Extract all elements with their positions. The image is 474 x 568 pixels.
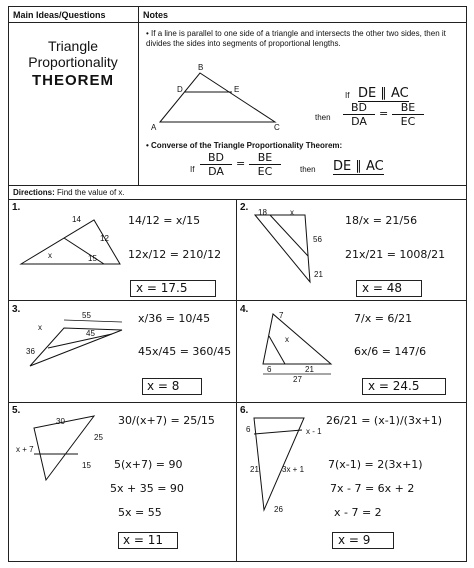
problem-3-work-1: x/36 = 10/45 — [138, 312, 211, 325]
problem-5-answer: x = 11 — [123, 533, 164, 547]
problem-3-label-45: 45 — [86, 329, 95, 338]
problem-6-label-21: 21 — [250, 465, 259, 474]
converse-fraction-right — [249, 151, 281, 178]
directions-text: Find the value of x. — [57, 188, 125, 197]
problem-6-label-3x1: 3x + 1 — [282, 465, 305, 474]
converse-then-label: then — [300, 165, 316, 174]
problem-2-label-56: 56 — [313, 235, 322, 244]
problem-1-label-x: x — [48, 251, 52, 260]
left-title-line2: Proportionality — [28, 54, 118, 70]
point-c-label: C — [274, 123, 280, 132]
grid-row1-bottom — [8, 300, 466, 301]
problem-2-label-x: x — [290, 208, 294, 217]
theorem-if-label: If — [345, 91, 350, 100]
problem-4-diagram — [255, 308, 337, 386]
problem-6-number: 6. — [240, 405, 249, 416]
problem-5-label-x7: x + 7 — [16, 445, 34, 454]
border-directions-bottom — [8, 199, 466, 200]
header-main-ideas: Main Ideas/Questions — [13, 10, 106, 20]
problem-5-work-3: 5x + 35 = 90 — [110, 482, 184, 495]
converse-right-num: BE — [249, 151, 281, 165]
problem-3-label-36: 36 — [26, 347, 35, 356]
problem-5-label-15: 15 — [82, 461, 91, 470]
border-top — [8, 6, 466, 7]
theorem-then-label: then — [315, 113, 331, 122]
problem-3-label-x: x — [38, 323, 42, 332]
problem-4-work-1: 7/x = 6/21 — [354, 312, 413, 325]
directions — [13, 188, 125, 198]
theorem-then-equals: = — [379, 107, 389, 120]
problem-4-label-x: x — [285, 335, 289, 344]
problem-3-number: 3. — [12, 304, 21, 315]
problem-3-work-2: 45x/45 = 360/45 — [138, 345, 232, 358]
problem-2-answer: x = 48 — [362, 281, 403, 295]
problem-2-label-21: 21 — [314, 270, 323, 279]
problem-6-label-26: 26 — [274, 505, 283, 514]
problem-4-label-27: 27 — [293, 375, 302, 384]
theorem-then-left-num: BD — [343, 101, 375, 115]
problem-6-answer: x = 9 — [338, 533, 371, 547]
converse-title-text: Converse of the Triangle Proportionality Theorem: — [151, 141, 343, 150]
left-title-line3: THEOREM — [32, 72, 114, 89]
problem-5-work-4: 5x = 55 — [118, 506, 162, 519]
problem-4-label-7: 7 — [279, 311, 284, 320]
theorem-then-right-num: BE — [392, 101, 424, 115]
problem-4-work-2: 6x/6 = 147/6 — [354, 345, 427, 358]
border-section-divider — [8, 185, 466, 186]
theorem-if-value: DE ∥ AC — [358, 86, 409, 101]
problem-1-label-14: 14 — [72, 215, 81, 224]
theorem-then-left-den: DA — [351, 115, 367, 128]
problem-4-answer: x = 24.5 — [368, 379, 420, 393]
converse-then-value: DE ∥ AC — [333, 159, 384, 174]
problem-2-label-18: 18 — [258, 208, 267, 217]
problem-1-answer: x = 17.5 — [136, 281, 188, 295]
point-b-label: B — [198, 63, 204, 72]
left-title-line1: Triangle — [47, 38, 99, 54]
theorem-then-fraction-left — [343, 101, 375, 128]
problem-1-label-12: 12 — [100, 234, 109, 243]
problem-2-work-2: 21x/21 = 1008/21 — [345, 248, 446, 261]
problem-6-label-6: 6 — [246, 425, 251, 434]
border-header-bottom — [8, 22, 466, 23]
converse-right-den: EC — [257, 165, 273, 178]
problem-4-label-21: 21 — [305, 365, 314, 374]
problem-3-answer: x = 8 — [147, 379, 180, 393]
border-right — [466, 6, 467, 562]
problem-5-number: 5. — [12, 405, 21, 416]
border-bottom — [8, 561, 466, 562]
border-left — [8, 6, 9, 562]
problem-2-diagram — [250, 210, 325, 292]
theorem-then-right-den: EC — [400, 115, 416, 128]
directions-label: Directions: — [13, 188, 55, 197]
problem-2-number: 2. — [240, 202, 249, 213]
problem-5-work-1: 30/(x+7) = 25/15 — [118, 414, 215, 427]
theorem-triangle-diagram — [150, 60, 290, 135]
converse-equals: = — [236, 157, 246, 170]
header-notes: Notes — [143, 10, 169, 20]
point-d-label: D — [177, 85, 183, 94]
converse-if-label: If — [190, 165, 195, 174]
border-col-divider — [138, 6, 139, 185]
bullet-icon: • — [146, 141, 152, 150]
problem-4-number: 4. — [240, 304, 249, 315]
theorem-statement — [146, 29, 462, 49]
problem-6-work-3: 7x - 7 = 6x + 2 — [330, 482, 415, 495]
problem-5-work-2: 5(x+7) = 90 — [114, 458, 183, 471]
left-title — [12, 38, 134, 89]
problem-6-diagram — [244, 412, 322, 520]
problem-1-number: 1. — [12, 202, 21, 213]
problem-5-label-30: 30 — [56, 417, 65, 426]
point-a-label: A — [151, 123, 157, 132]
problem-3-diagram — [22, 308, 134, 390]
problem-6-label-x1: x - 1 — [306, 427, 322, 436]
problem-2-work-1: 18/x = 21/56 — [345, 214, 418, 227]
problem-1-work-2: 12x/12 = 210/12 — [128, 248, 222, 261]
problem-6-work-2: 7(x-1) = 2(3x+1) — [328, 458, 423, 471]
problem-6-work-1: 26/21 = (x-1)/(3x+1) — [326, 414, 442, 427]
converse-left-den: DA — [208, 165, 224, 178]
problem-1-diagram — [18, 214, 126, 276]
bullet-icon: • — [146, 29, 152, 38]
problem-1-work-1: 14/12 = x/15 — [128, 214, 201, 227]
converse-left-num: BD — [200, 151, 232, 165]
problem-5-label-25: 25 — [94, 433, 103, 442]
problem-1-label-15: 15 — [88, 254, 97, 263]
converse-fraction-left — [200, 151, 232, 178]
theorem-then-fraction-right — [392, 101, 424, 128]
problem-3-label-55: 55 — [82, 311, 91, 320]
theorem-statement-text: If a line is parallel to one side of a triangle and intersects the other two sides, then it divides the sides into segments of proportional lengths. — [146, 29, 446, 48]
problem-6-work-4: x - 7 = 2 — [334, 506, 382, 519]
converse-title — [146, 141, 342, 151]
problem-4-label-6: 6 — [267, 365, 272, 374]
problem-5-diagram — [16, 412, 114, 496]
grid-row2-bottom — [8, 402, 466, 403]
point-e-label: E — [234, 85, 240, 94]
grid-mid-vertical — [236, 199, 237, 561]
